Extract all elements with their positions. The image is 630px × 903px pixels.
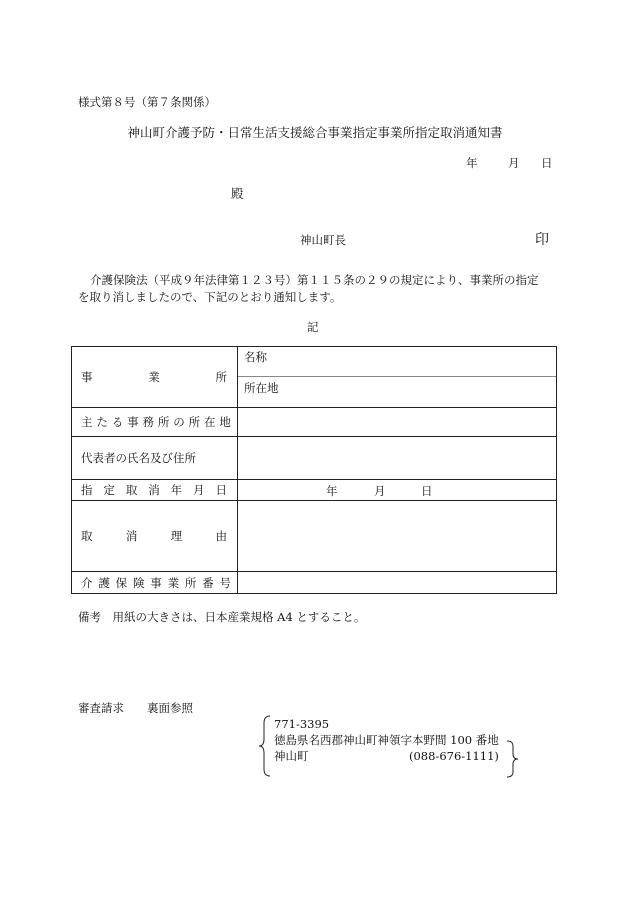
- label-char: 指: [81, 483, 93, 497]
- addressee-honorific: 殿: [231, 186, 244, 201]
- label-char: 業: [167, 575, 180, 590]
- label-char: 取: [81, 529, 93, 543]
- cancel-year-label: 年: [326, 484, 338, 498]
- date-month-label: 月: [508, 156, 520, 170]
- seal-mark: 印: [535, 232, 549, 248]
- town-name: 神山町: [274, 749, 309, 763]
- label-office-number: [72, 572, 238, 594]
- label-char: 取: [125, 483, 138, 497]
- office-number-field[interactable]: [238, 572, 557, 594]
- body-line-2: を取り消しましたので、下記のとおり通知します。: [78, 290, 342, 304]
- sender-mayor: 神山町長: [300, 233, 346, 247]
- label-char: 事: [81, 370, 93, 384]
- label-char: 介: [81, 575, 93, 590]
- sub-label-address: 所在地: [244, 381, 279, 395]
- cancel-date-field[interactable]: [238, 480, 557, 501]
- label-char: 業: [148, 370, 160, 384]
- label-char: 所: [184, 575, 197, 590]
- body-paragraph: [78, 272, 558, 306]
- ki-heading: 記: [307, 320, 319, 334]
- row-reason: [72, 501, 557, 572]
- label-char: 理: [170, 529, 183, 543]
- street-address: 徳島県名西郡神山町神領字本野間 100 番地: [274, 733, 499, 747]
- document-title: 神山町介護予防・日常生活支援総合事業指定事業所指定取消通知書: [127, 125, 503, 140]
- contact-address-block: [274, 716, 499, 764]
- label-main-office: [72, 408, 238, 437]
- label-char: 番: [202, 575, 214, 590]
- label-char: 保: [115, 575, 128, 590]
- review-request-note: 審査請求 裏面参照: [78, 701, 193, 715]
- label-char: 定: [103, 483, 115, 497]
- cancel-month-label: 月: [374, 484, 386, 498]
- postal-code: 771-3395: [274, 717, 330, 731]
- main-office-field[interactable]: [238, 408, 557, 437]
- row-main-office: [72, 408, 557, 437]
- value-jigyosho: [238, 347, 557, 408]
- label-char: 月: [193, 483, 205, 497]
- label-representative: 代表者の氏名及び住所: [72, 437, 238, 480]
- row-representative: [72, 437, 557, 480]
- body-line-1: 介護保険法（平成９年法律第１２３号）第１１５条の２９の規定により、事業所の指定: [90, 273, 539, 287]
- representative-field[interactable]: [238, 437, 557, 480]
- label-char: 事: [127, 415, 139, 429]
- town-phone-line: [274, 748, 499, 764]
- right-brace-icon: [505, 740, 519, 778]
- label-char: た: [96, 415, 108, 429]
- phone-number: (088-676-1111): [409, 749, 499, 763]
- left-brace-icon: [258, 715, 272, 777]
- row-jigyosho: [72, 347, 557, 408]
- label-char: 年: [170, 483, 183, 497]
- label-char: 消: [125, 529, 138, 543]
- label-char: 務: [142, 415, 154, 429]
- label-char: る: [111, 415, 124, 429]
- label-cancel-date: [72, 480, 238, 501]
- label-char: 日: [215, 483, 227, 497]
- label-char: 所: [188, 415, 201, 429]
- label-char: 所: [157, 415, 170, 429]
- label-char: 険: [132, 575, 145, 590]
- label-char: 事: [150, 575, 162, 590]
- jigyosho-name-field[interactable]: [238, 347, 556, 377]
- label-reason: [72, 501, 238, 572]
- date-day-label: 日: [541, 156, 553, 170]
- jigyosho-address-field[interactable]: [238, 377, 556, 407]
- sub-label-name: 名称: [244, 350, 267, 364]
- label-char: 消: [148, 483, 160, 497]
- label-char: 由: [215, 529, 227, 543]
- row-office-number: [72, 572, 557, 594]
- remarks-note: 備考 用紙の大きさは、日本産業規格 A4 とすること。: [78, 610, 366, 624]
- cancel-day-label: 日: [421, 484, 433, 498]
- row-cancel-date: [72, 480, 557, 501]
- label-char: 所: [215, 370, 227, 384]
- date-year-label: 年: [466, 156, 478, 170]
- label-char: 地: [219, 415, 231, 429]
- label-char: 主: [81, 415, 93, 429]
- label-char: 護: [98, 575, 110, 590]
- label-char: の: [173, 415, 185, 429]
- form-number: 様式第８号（第７条関係）: [78, 95, 216, 109]
- label-char: 号: [219, 575, 231, 590]
- details-table: [71, 346, 557, 594]
- label-char: 在: [204, 415, 216, 429]
- label-jigyosho: [72, 347, 238, 408]
- reason-field[interactable]: [238, 501, 557, 572]
